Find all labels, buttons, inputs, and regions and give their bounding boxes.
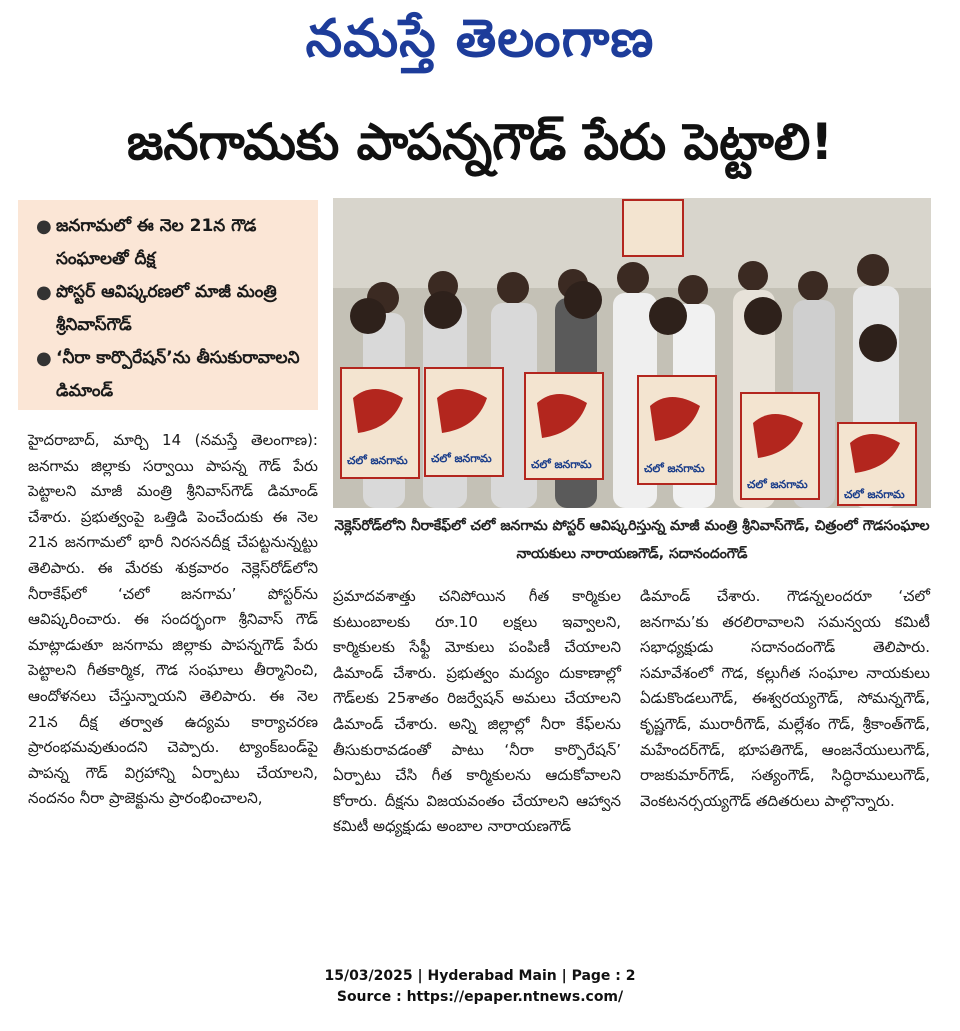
- poster-label: చలో జనగామ: [431, 452, 492, 465]
- article-photo: [333, 198, 931, 508]
- footer-source: Source : https://epaper.ntnews.com/: [336, 989, 624, 1005]
- photo-caption: నెక్లెస్‌రోడ్‌లోని నీరాకేఫ్‌లో చలో జనగామ పోస్టర్ ఆవిష్కరిస్తున్న మాజీ మంత్రి శ్రీనివాస్‌గౌడ్, చిత్రంలో గౌడసంఘాల నాయకులు నారాయణగౌడ్, సదానందంగౌడ్: [334, 518, 930, 562]
- article-column-2: ప్రమాదవశాత్తు చనిపోయిన గీత కార్మికుల కుటుంబాలకు రూ.10 లక్షలు ఇవ్వాలని, కార్మికులకు సేఫ్టీ మోకులు పంపిణీ చేయాలని డిమాండ్ చేశారు. ప్రభుత్వం మద్యం దుకాణాల్లో గౌడ్‌లకు 25శాతం రిజర్వేషన్ అమలు చేయాలని డిమాండ్ చేశారు. అన్ని జిల్లాల్లో నీరా కేఫ్‌లను తీసుకురావడంతో పాటు ‘నీరా కార్పొరేషన్’ ఏర్పాటు చేసి గీత కార్మికులను ఆదుకోవాలని కోరారు. దీక్షను విజయవంతం చేయాలని ఆహ్వాన కమిటీ అధ్యక్షుడు అంబాల నారాయణగౌడ్: [333, 587, 621, 836]
- poster-label: చలో జనగామ: [644, 462, 705, 475]
- poster-label: చలో జనగామ: [347, 454, 408, 467]
- page-footer: [0, 966, 960, 1008]
- bullet-icon: ●: [36, 348, 52, 369]
- article-column-3: డిమాండ్ చేశారు. గౌడన్నలందరూ ‘చలో జనగామ’కు తరలిరావాలని సమన్వయ కమిటీ సభాధ్యక్షుడు సదానందంగౌడ్ తెలిపారు. సమావేశంలో గౌడ, కల్లుగీత సంఘాల నాయకులు ఏడుకొండలుగౌడ్, ఈశ్వరయ్యగౌడ్, సోమన్నగౌడ్, కృష్ణగౌడ్, మురారీగౌడ్, మల్లేశం గౌడ్, శ్రీకాంత్‌గౌడ్, మహేందర్‌గౌడ్, భూపతిగౌడ్, ఆంజనేయులుగౌడ్, రాజకుమార్‌గౌడ్, సత్యంగౌడ్, సిద్ధిరాములుగౌడ్, వెంకటనర్సయ్యగౌడ్ తదితరులు పాల్గొన్నారు.: [640, 587, 930, 810]
- poster-label: చలో జనగామ: [531, 458, 592, 471]
- dateline: హైదరాబాద్, మార్చి 14 (నమస్తే తెలంగాణ):: [28, 431, 318, 449]
- highlight-item: ● పోస్టర్ ఆవిష్కరణలో మాజీ మంత్రి శ్రీనివాస్‌గౌడ్: [32, 276, 308, 342]
- article-text: జనగామ జిల్లాకు సర్వాయి పాపన్న గౌడ్ పేరు పెట్టాలని మాజీ మంత్రి శ్రీనివాస్‌గౌడ్ డిమాండ్ చేశారు. ప్రభుత్వంపై ఒత్తిడి పెంచేందుకు ఈ నెల 21న జనగామలో భారీ నిరసనదీక్ష చేపట్టనున్నట్టు తెలిపారు. ఈ మేరకు శుక్రవారం నెక్లెస్‌రోడ్‌లోని నీరాకేఫ్‌లో ‘చలో జనగామ’ పోస్టర్‌ను ఆవిష్కరించారు. ఈ సందర్భంగా శ్రీనివాస్ గౌడ్ మాట్లాడుతూ జనగామ జిల్లాకు పాపన్నగౌడ్ పేరు పెట్టాలని గీతకార్మిక, గౌడ సంఘాలు తీర్మానించి, ఆందోళనలు చేస్తున్నాయని తెలిపారు. ఈ నెల 21న దీక్ష తర్వాత ఉద్యమ కార్యాచరణ ప్రారంభమవుతుందని చెప్పారు. ట్యాంక్‌బండ్‌పై పాపన్న గౌడ్ విగ్రహాన్ని ఏర్పాటు చేయాలని, నందనం నీరా ప్రాజెక్టును ప్రారంభించాలని,: [28, 456, 318, 808]
- bullet-icon: ●: [36, 216, 52, 237]
- newspaper-masthead: నమస్తే తెలంగాణ: [305, 9, 655, 69]
- poster-label: చలో జనగామ: [844, 488, 905, 501]
- bullet-icon: ●: [36, 282, 52, 303]
- highlight-item: ● జనగామలో ఈ నెల 21న గౌడ సంఘాలతో దీక్ష: [32, 210, 308, 276]
- article-column-1: [28, 428, 318, 812]
- footer-date-edition: 15/03/2025 | Hyderabad Main | Page : 2: [324, 968, 636, 984]
- poster-label: చలో జనగామ: [747, 478, 808, 491]
- highlight-item: ● ‘నీరా కార్పొరేషన్’ను తీసుకురావాలని డిమాండ్: [32, 342, 308, 408]
- highlights-box: [18, 200, 318, 410]
- article-headline: జనగామకు పాపన్నగౌడ్ పేరు పెట్టాలి!: [126, 113, 834, 171]
